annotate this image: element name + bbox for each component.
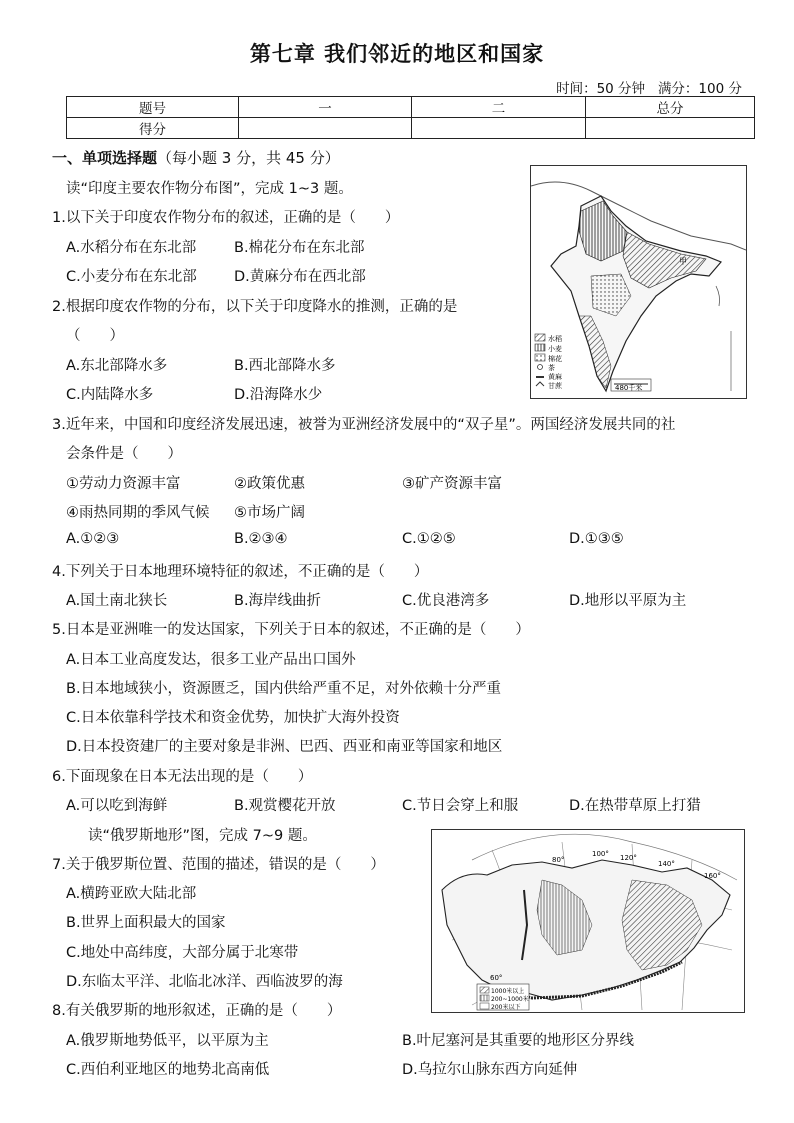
russia-lon-140: 140° bbox=[658, 860, 675, 868]
q2-paren: （ ） bbox=[66, 328, 124, 344]
russia-map-svg bbox=[432, 830, 744, 1012]
q2-option-b[interactable]: B.西北部降水多 bbox=[234, 358, 336, 374]
q4-option-c[interactable]: C.优良港湾多 bbox=[402, 593, 490, 609]
exam-time: 时间：50 分钟 bbox=[556, 81, 646, 97]
russia-map-legend bbox=[477, 984, 529, 1011]
legend-jute: 黄麻 bbox=[548, 373, 562, 381]
q6-option-b[interactable]: B.观赏樱花开放 bbox=[234, 798, 336, 814]
q5-option-d[interactable]: D.日本投资建厂的主要对象是非洲、巴西、西亚和南亚等国家和地区 bbox=[66, 739, 503, 755]
score-table-score-row bbox=[67, 118, 755, 139]
exam-full-score: 满分：100 分 bbox=[657, 81, 742, 97]
q3-item-1: ①劳动力资源丰富 bbox=[66, 476, 181, 492]
q7-stem: 7.关于俄罗斯位置、范围的描述，错误的是（ ） bbox=[52, 857, 385, 873]
score-cell-total: 总分 bbox=[586, 97, 755, 118]
q1-option-d[interactable]: D.黄麻分布在西北部 bbox=[234, 269, 366, 285]
intro-russia: 读“俄罗斯地形”图，完成 7~9 题。 bbox=[88, 828, 317, 844]
q1-option-b[interactable]: B.棉花分布在东北部 bbox=[234, 240, 365, 256]
score-table bbox=[66, 96, 755, 139]
q6-option-d[interactable]: D.在热带草原上打猎 bbox=[569, 798, 701, 814]
india-map-svg bbox=[531, 166, 746, 398]
q3-option-b[interactable]: B.②③④ bbox=[234, 531, 288, 547]
score-input-total[interactable] bbox=[586, 118, 755, 139]
russia-terrain-map bbox=[431, 829, 745, 1013]
q4-option-a[interactable]: A.国土南北狭长 bbox=[66, 593, 168, 609]
legend-sugarcane: 甘蔗 bbox=[548, 382, 562, 390]
q3-item-2: ②政策优惠 bbox=[234, 476, 305, 492]
india-map-scale: 480千米 bbox=[615, 384, 643, 392]
q2-option-a[interactable]: A.东北部降水多 bbox=[66, 358, 168, 374]
q5-option-a[interactable]: A.日本工业高度发达，很多工业产品出口国外 bbox=[66, 652, 356, 668]
legend-tea: 茶 bbox=[548, 364, 555, 372]
q3-option-d[interactable]: D.①③⑤ bbox=[569, 531, 624, 547]
page-title: 第七章 我们邻近的地区和国家 bbox=[249, 41, 545, 66]
q3-option-a[interactable]: A.①②③ bbox=[66, 531, 120, 547]
russia-lon-160: 160° bbox=[704, 872, 721, 880]
q6-stem: 6.下面现象在日本无法出现的是（ ） bbox=[52, 769, 313, 785]
q8-option-b[interactable]: B.叶尼塞河是其重要的地形区分界线 bbox=[402, 1033, 635, 1049]
russia-lon-100: 100° bbox=[592, 850, 609, 858]
q8-option-a[interactable]: A.俄罗斯地势低平，以平原为主 bbox=[66, 1033, 269, 1049]
russia-lon-60: 60° bbox=[490, 974, 503, 982]
q4-option-d[interactable]: D.地形以平原为主 bbox=[569, 593, 687, 609]
legend-wheat: 小麦 bbox=[548, 345, 562, 353]
score-cell-defen: 得分 bbox=[67, 118, 239, 139]
q3-option-c[interactable]: C.①②⑤ bbox=[402, 531, 456, 547]
q7-option-b[interactable]: B.世界上面积最大的国家 bbox=[66, 915, 226, 931]
score-cell-part2: 二 bbox=[412, 97, 586, 118]
q7-option-a[interactable]: A.横跨亚欧大陆北部 bbox=[66, 886, 197, 902]
q8-stem: 8.有关俄罗斯的地形叙述，正确的是（ ） bbox=[52, 1003, 342, 1019]
india-map-legend bbox=[535, 334, 563, 390]
russia-lon-80: 80° bbox=[552, 856, 565, 864]
section-heading bbox=[52, 147, 340, 168]
q6-option-c[interactable]: C.节日会穿上和服 bbox=[402, 798, 519, 814]
q8-option-d[interactable]: D.乌拉尔山脉东西方向延伸 bbox=[402, 1062, 578, 1078]
q1-option-a[interactable]: A.水稻分布在东北部 bbox=[66, 240, 197, 256]
score-cell-label: 题号 bbox=[67, 97, 239, 118]
legend-200-1000: 200~1000米 bbox=[491, 996, 529, 1003]
score-input-part1[interactable] bbox=[239, 118, 412, 139]
legend-below-200: 200米以下 bbox=[491, 1004, 521, 1011]
legend-above-1000: 1000米以上 bbox=[491, 988, 525, 995]
q8-option-c[interactable]: C.西伯利亚地区的地势北高南低 bbox=[66, 1062, 270, 1078]
q5-stem: 5.日本是亚洲唯一的发达国家，下列关于日本的叙述，不正确的是（ ） bbox=[52, 622, 530, 638]
score-cell-part1: 一 bbox=[239, 97, 412, 118]
legend-cotton: 棉花 bbox=[548, 355, 562, 363]
section-title: 一、单项选择题 bbox=[52, 149, 158, 167]
russia-lon-120: 120° bbox=[620, 854, 637, 862]
score-input-part2[interactable] bbox=[412, 118, 586, 139]
section-note: （每小题 3 分，共 45 分） bbox=[157, 149, 340, 167]
q5-option-b[interactable]: B.日本地域狭小，资源匮乏，国内供给严重不足，对外依赖十分严重 bbox=[66, 681, 502, 697]
q2-option-d[interactable]: D.沿海降水少 bbox=[234, 387, 323, 403]
legend-rice: 水稻 bbox=[548, 335, 562, 343]
q4-stem: 4.下列关于日本地理环境特征的叙述，不正确的是（ ） bbox=[52, 564, 429, 580]
q3-stem: 3.近年来，中国和印度经济发展迅速，被誉为亚洲经济发展中的“双子星”。两国经济发展共同的社 bbox=[52, 417, 676, 433]
q6-option-a[interactable]: A.可以吃到海鲜 bbox=[66, 798, 168, 814]
intro-india: 读“印度主要农作物分布图”，完成 1~3 题。 bbox=[66, 181, 353, 197]
q7-option-c[interactable]: C.地处中高纬度，大部分属于北寒带 bbox=[66, 945, 299, 961]
q4-option-b[interactable]: B.海岸线曲折 bbox=[234, 593, 322, 609]
india-map-label-jia: 甲 bbox=[679, 257, 687, 266]
india-crop-map bbox=[530, 165, 747, 399]
q7-option-d[interactable]: D.东临太平洋、北临北冰洋、西临波罗的海 bbox=[66, 974, 343, 990]
q3-item-5: ⑤市场广阔 bbox=[234, 505, 305, 521]
score-table-header-row bbox=[67, 97, 755, 118]
q3-item-3: ③矿产资源丰富 bbox=[402, 476, 502, 492]
q3-stem-cont: 会条件是（ ） bbox=[66, 446, 182, 462]
q1-option-c[interactable]: C.小麦分布在东北部 bbox=[66, 269, 197, 285]
q1-stem: 1.以下关于印度农作物分布的叙述，正确的是（ ） bbox=[52, 210, 400, 226]
q5-option-c[interactable]: C.日本依靠科学技术和资金优势，加快扩大海外投资 bbox=[66, 710, 400, 726]
q2-stem: 2.根据印度农作物的分布，以下关于印度降水的推测，正确的是 bbox=[52, 299, 458, 315]
exam-meta bbox=[556, 77, 742, 97]
q3-item-4: ④雨热同期的季风气候 bbox=[66, 505, 210, 521]
q2-option-c[interactable]: C.内陆降水多 bbox=[66, 387, 154, 403]
